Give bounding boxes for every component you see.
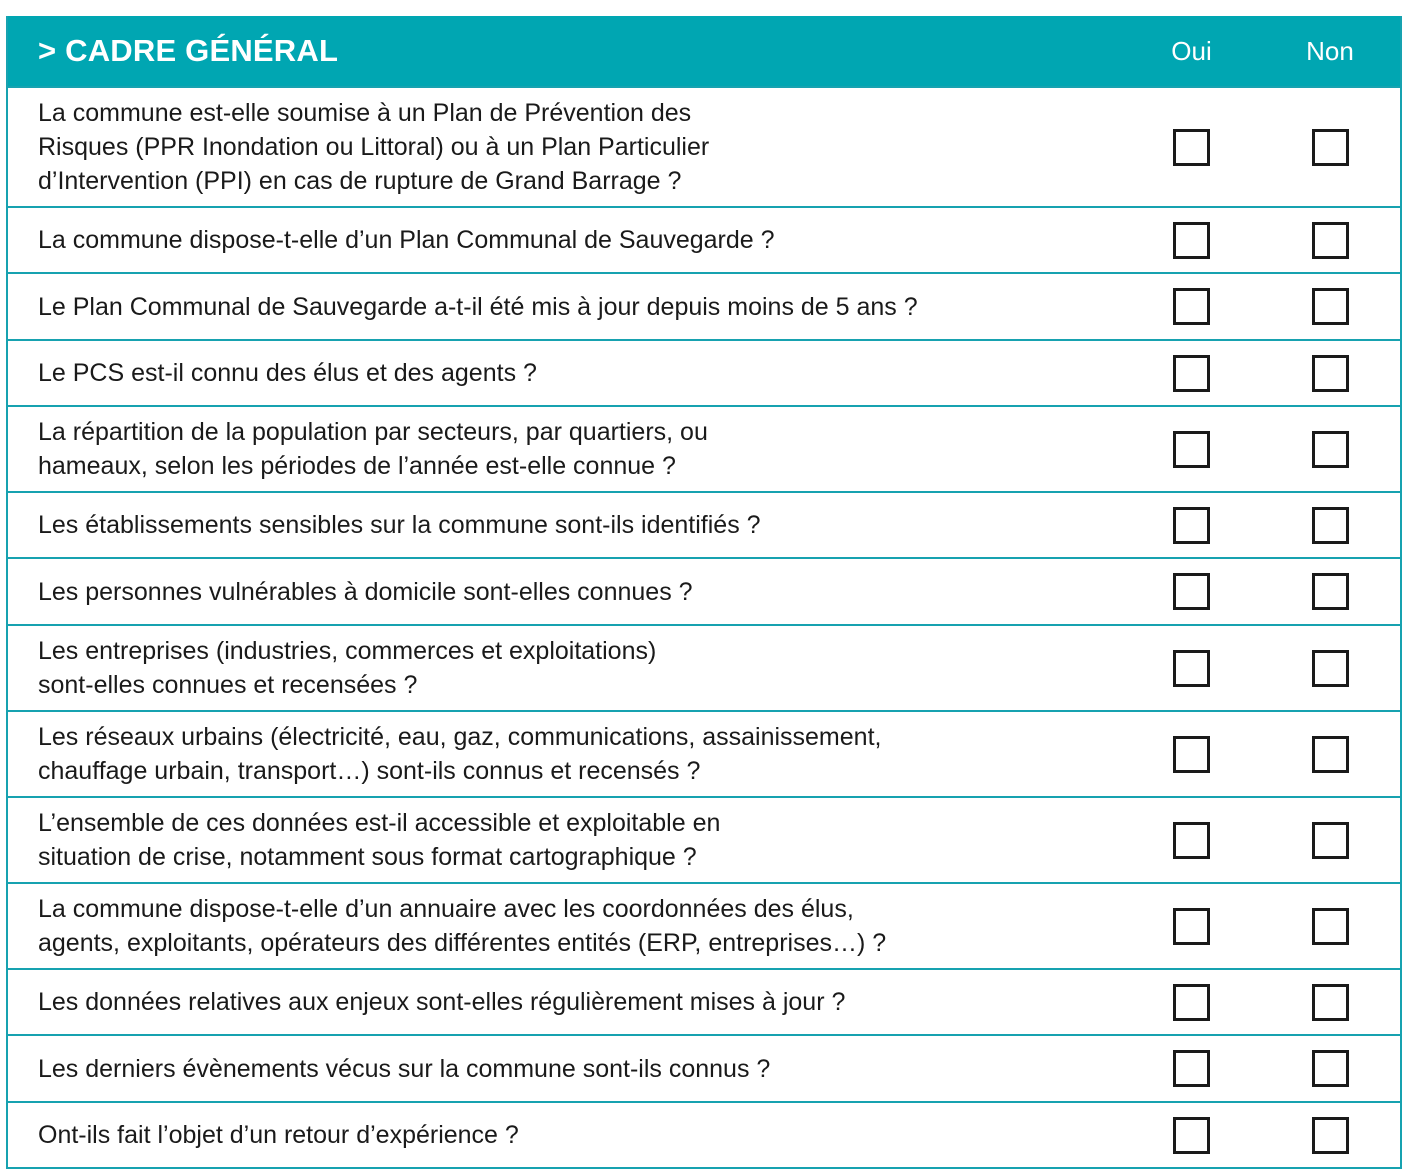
section-title: > CADRE GÉNÉRAL	[38, 33, 339, 68]
checkbox-yes[interactable]	[1173, 822, 1210, 859]
question-row	[8, 624, 1400, 710]
question-text: Les entreprises (industries, commerces et exploitations) sont-elles connues et recensées ?	[38, 637, 657, 699]
question-row	[8, 710, 1400, 796]
question-row	[8, 206, 1400, 272]
question-text: La commune dispose-t-elle d’un annuaire avec les coordonnées des élus, agents, exploitants, opérateurs des différentes entités (ERP, entreprises…) ?	[38, 895, 887, 957]
checkbox-no[interactable]	[1312, 1117, 1349, 1154]
question-row	[8, 557, 1400, 624]
question-text: Les personnes vulnérables à domicile sont-elles connues ?	[38, 577, 693, 606]
question-text: Les réseaux urbains (électricité, eau, gaz, communications, assainissement, chauffage urbain, transport…) sont-ils connus et recensés ?	[38, 723, 882, 785]
column-header-no: Non	[1306, 35, 1354, 66]
checkbox-no[interactable]	[1312, 736, 1349, 773]
checkbox-no[interactable]	[1312, 507, 1349, 544]
checkbox-yes[interactable]	[1173, 1117, 1210, 1154]
question-text: L’ensemble de ces données est-il accessible et exploitable en situation de crise, notamment sous format cartographique ?	[38, 809, 721, 871]
question-text: La commune dispose-t-elle d’un Plan Communal de Sauvegarde ?	[38, 226, 775, 254]
checkbox-yes[interactable]	[1173, 355, 1210, 392]
checkbox-no[interactable]	[1312, 355, 1349, 392]
question-text: La répartition de la population par secteurs, par quartiers, ou hameaux, selon les périodes de l’année est-elle connue ?	[38, 418, 708, 480]
checkbox-yes[interactable]	[1173, 736, 1210, 773]
question-text: Les établissements sensibles sur la commune sont-ils identifiés ?	[38, 511, 761, 539]
checkbox-yes[interactable]	[1173, 222, 1210, 259]
checkbox-no[interactable]	[1312, 288, 1349, 325]
checkbox-no[interactable]	[1312, 573, 1349, 610]
checkbox-no[interactable]	[1312, 1050, 1349, 1087]
checklist-table	[6, 16, 1402, 1169]
question-text: Les données relatives aux enjeux sont-elles régulièrement mises à jour ?	[38, 988, 846, 1016]
checkbox-yes[interactable]	[1173, 129, 1210, 166]
question-text: La commune est-elle soumise à un Plan de Prévention des Risques (PPR Inondation ou Littoral) ou à un Plan Particulier d’Intervention (PPI) en cas de rupture de Grand Barrage ?	[38, 99, 710, 195]
question-row	[8, 1101, 1400, 1167]
checkbox-no[interactable]	[1312, 822, 1349, 859]
checkbox-no[interactable]	[1312, 431, 1349, 468]
checkbox-no[interactable]	[1312, 908, 1349, 945]
question-text: Le PCS est-il connu des élus et des agents ?	[38, 359, 537, 387]
question-row	[8, 272, 1400, 339]
checkbox-no[interactable]	[1312, 984, 1349, 1021]
question-row	[8, 968, 1400, 1034]
question-row	[8, 86, 1400, 206]
checkbox-yes[interactable]	[1173, 984, 1210, 1021]
checkbox-yes[interactable]	[1173, 288, 1210, 325]
question-row	[8, 882, 1400, 968]
question-row	[8, 339, 1400, 405]
checkbox-yes[interactable]	[1173, 431, 1210, 468]
question-row	[8, 796, 1400, 882]
question-text: Ont-ils fait l’objet d’un retour d’expérience ?	[38, 1121, 519, 1149]
checkbox-yes[interactable]	[1173, 908, 1210, 945]
checkbox-yes[interactable]	[1173, 1050, 1210, 1087]
column-header-yes: Oui	[1171, 35, 1212, 66]
checkbox-no[interactable]	[1312, 222, 1349, 259]
checkbox-yes[interactable]	[1173, 507, 1210, 544]
question-row	[8, 491, 1400, 557]
question-text: Les derniers évènements vécus sur la commune sont-ils connus ?	[38, 1054, 771, 1083]
question-text: Le Plan Communal de Sauvegarde a-t-il été mis à jour depuis moins de 5 ans ?	[38, 292, 918, 321]
checkbox-no[interactable]	[1312, 650, 1349, 687]
question-row	[8, 1034, 1400, 1101]
question-row	[8, 405, 1400, 491]
table-header	[8, 16, 1400, 86]
checkbox-yes[interactable]	[1173, 573, 1210, 610]
checkbox-no[interactable]	[1312, 129, 1349, 166]
checkbox-yes[interactable]	[1173, 650, 1210, 687]
